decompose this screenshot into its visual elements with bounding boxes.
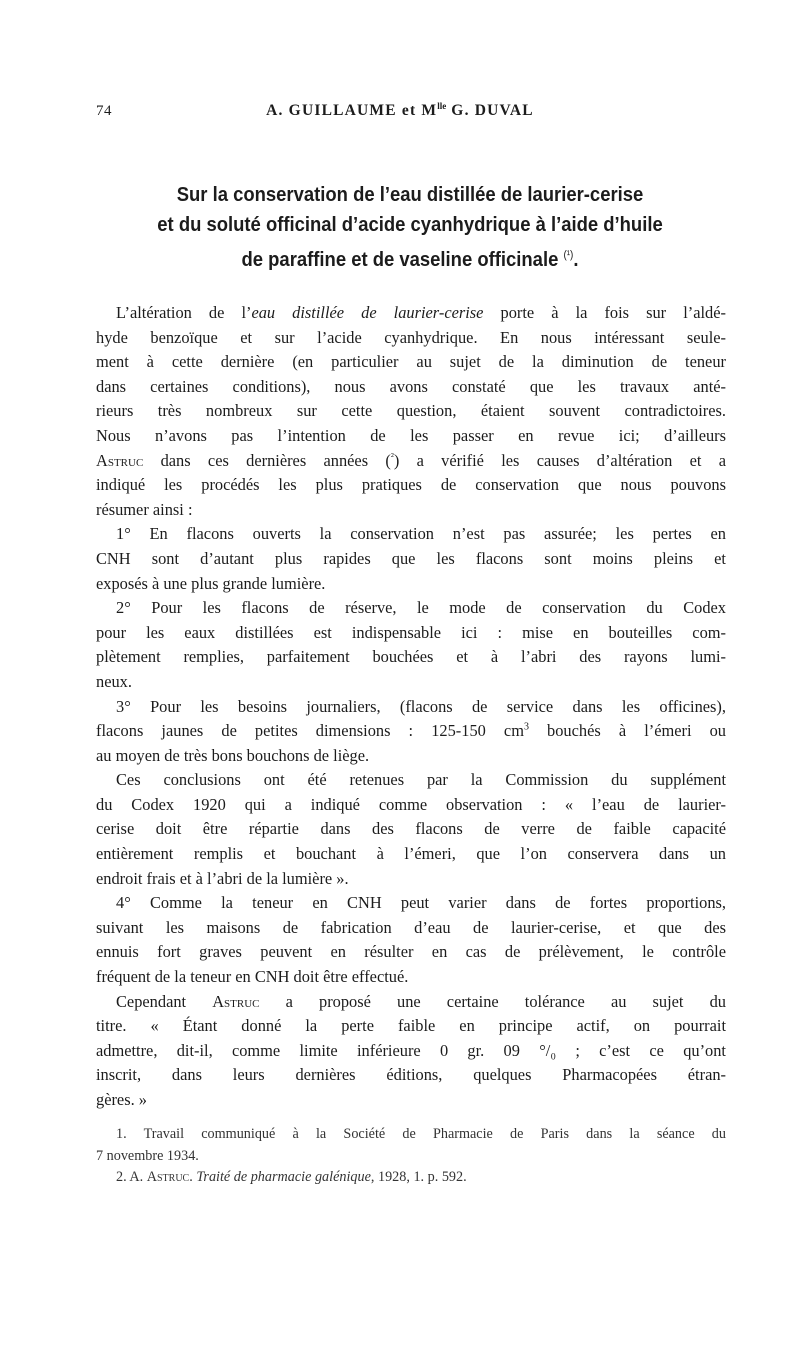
text-line: inscrit, dans leurs dernières éditions, quelques Pharmacopées étran-	[96, 1065, 726, 1085]
title-line: Sur la conservation de l’eau distillée de laurier-cerise	[176, 183, 644, 206]
unit-superscript: 3	[523, 721, 529, 733]
text-run: , 1928, 1. p. 592.	[370, 1169, 467, 1185]
text-line: neux.	[96, 671, 132, 691]
text-line	[96, 301, 726, 326]
text-line: 4° Comme la teneur en CNH peut varier dans de fortes proportions,	[116, 893, 726, 913]
text-line: cerise doit être répartie dans des flacons de verre de faible capacité	[96, 819, 726, 839]
book-title: Traité de pharmacie galénique	[196, 1169, 371, 1185]
text-line: entièrement remplis et bouchant à l’émeri, que l’on conservera dans un	[96, 844, 726, 864]
text-line: résumer ainsi :	[96, 499, 193, 519]
text-line	[96, 719, 726, 744]
text-run: dans ces dernières années (	[143, 450, 391, 470]
running-header	[0, 101, 800, 120]
text-line: 2° Pour les flacons de réserve, le mode de conservation du Codex	[116, 598, 726, 618]
text-line: rieurs très nombreux sur cette question, étaient souvent contradictoires.	[96, 401, 726, 421]
footnote-line: 1. Travail communiqué à la Société de Pharmacie de Paris dans la séance du	[116, 1126, 726, 1142]
text-line: CNH sont d’autant plus rapides que les flacons sont moins pleins et	[96, 548, 726, 568]
text-line: ment à cette dernière (en particulier au sujet de la diminution de teneur	[96, 352, 726, 372]
author-name: Astruc	[146, 1169, 190, 1185]
text-line: indiqué les procédés les plus pratiques de conservation que nous pouvons	[96, 475, 726, 495]
text-line: pour les eaux distillées est indispensable ici : mise en bouteilles com-	[96, 622, 726, 642]
text-line: plètement remplies, parfaitement bouchées et à l’abri des rayons lumi-	[96, 647, 726, 667]
text-line: du Codex 1920 qui a indiqué comme observation : « l’eau de laurier-	[96, 794, 726, 814]
footnote-ref-link[interactable]: ²	[390, 451, 394, 463]
article-body	[96, 301, 726, 1113]
text-line: suivant les maisons de fabrication d’eau de laurier-cerise, et que des	[96, 917, 726, 937]
text-line: admettre, dit-il, comme limite inférieure 0 gr. 09 °/₀ ; c’est ce qu’ont	[96, 1040, 726, 1060]
footnote-ref-link[interactable]: (¹)	[563, 249, 574, 261]
text-line	[96, 990, 726, 1015]
text-line: fréquent de la teneur en CNH doit être effectué.	[96, 967, 409, 987]
text-run: a proposé une certaine tolérance au sujet du	[259, 991, 726, 1011]
text-line: dans certaines conditions), nous avons constaté que les travaux anté-	[96, 376, 726, 396]
text-line: endroit frais et à l’abri de la lumière ».	[96, 868, 349, 888]
text-run: Cependant	[116, 991, 213, 1011]
text-line: titre. « Étant donné la perte faible en principe actif, on pourrait	[96, 1016, 726, 1036]
text-line: exposés à une plus grande lumière.	[96, 573, 326, 593]
text-run: flacons jaunes de petites dimensions : 125-150 cm	[96, 721, 524, 741]
title-line: et du soluté officinal d’acide cyanhydrique à l’aide d’huile	[157, 213, 663, 236]
text-line: Nous n’avons pas l’intention de les passer en revue ici; d’ailleurs	[96, 425, 726, 445]
title-end: .	[573, 247, 579, 271]
text-line: hyde benzoïque et sur l’acide cyanhydrique. En nous intéressant seule-	[96, 327, 726, 347]
text-line: Ces conclusions ont été retenues par la Commission du supplément	[116, 770, 726, 790]
text-line: ennuis fort graves peuvent en résulter en cas de prélèvement, le contrôle	[96, 942, 726, 962]
text-line: gères. »	[96, 1090, 147, 1109]
text-run: 2. A.	[116, 1169, 147, 1185]
text-run: bouchés à l’émeri ou	[528, 721, 726, 741]
title-line	[140, 240, 680, 275]
text-line	[96, 449, 726, 474]
text-run: L’altération de l’	[116, 303, 252, 322]
article-title	[140, 180, 680, 275]
header-authors: A. GUILLAUME et M	[266, 102, 438, 120]
text-line: au moyen de très bons bouchons de liège.	[96, 745, 370, 765]
footnote-line	[96, 1167, 726, 1189]
author-name: Astruc	[96, 450, 144, 470]
text-line: 1° En flacons ouverts la conservation n’est pas assurée; les pertes en	[116, 524, 726, 544]
header-authors-end: G. DUVAL	[446, 102, 534, 120]
author-name: Astruc	[212, 991, 260, 1011]
header-authors-sup: lle	[437, 101, 447, 111]
title-line-text: de paraffine et de vaseline officinale	[241, 247, 564, 271]
footnotes	[96, 1124, 726, 1189]
footnote-line: 7 novembre 1934.	[96, 1147, 199, 1164]
text-line: 3° Pour les besoins journaliers, (flacons de service dans les officines),	[116, 696, 726, 716]
text-run: .	[189, 1169, 197, 1185]
text-run: ) a vérifié les causes d’altération et a	[393, 450, 727, 470]
emphasis-text: eau distillée de laurier-cerise	[251, 303, 484, 322]
text-run: porte à la fois sur l’aldé-	[483, 303, 726, 322]
page-number: 74	[96, 103, 112, 119]
